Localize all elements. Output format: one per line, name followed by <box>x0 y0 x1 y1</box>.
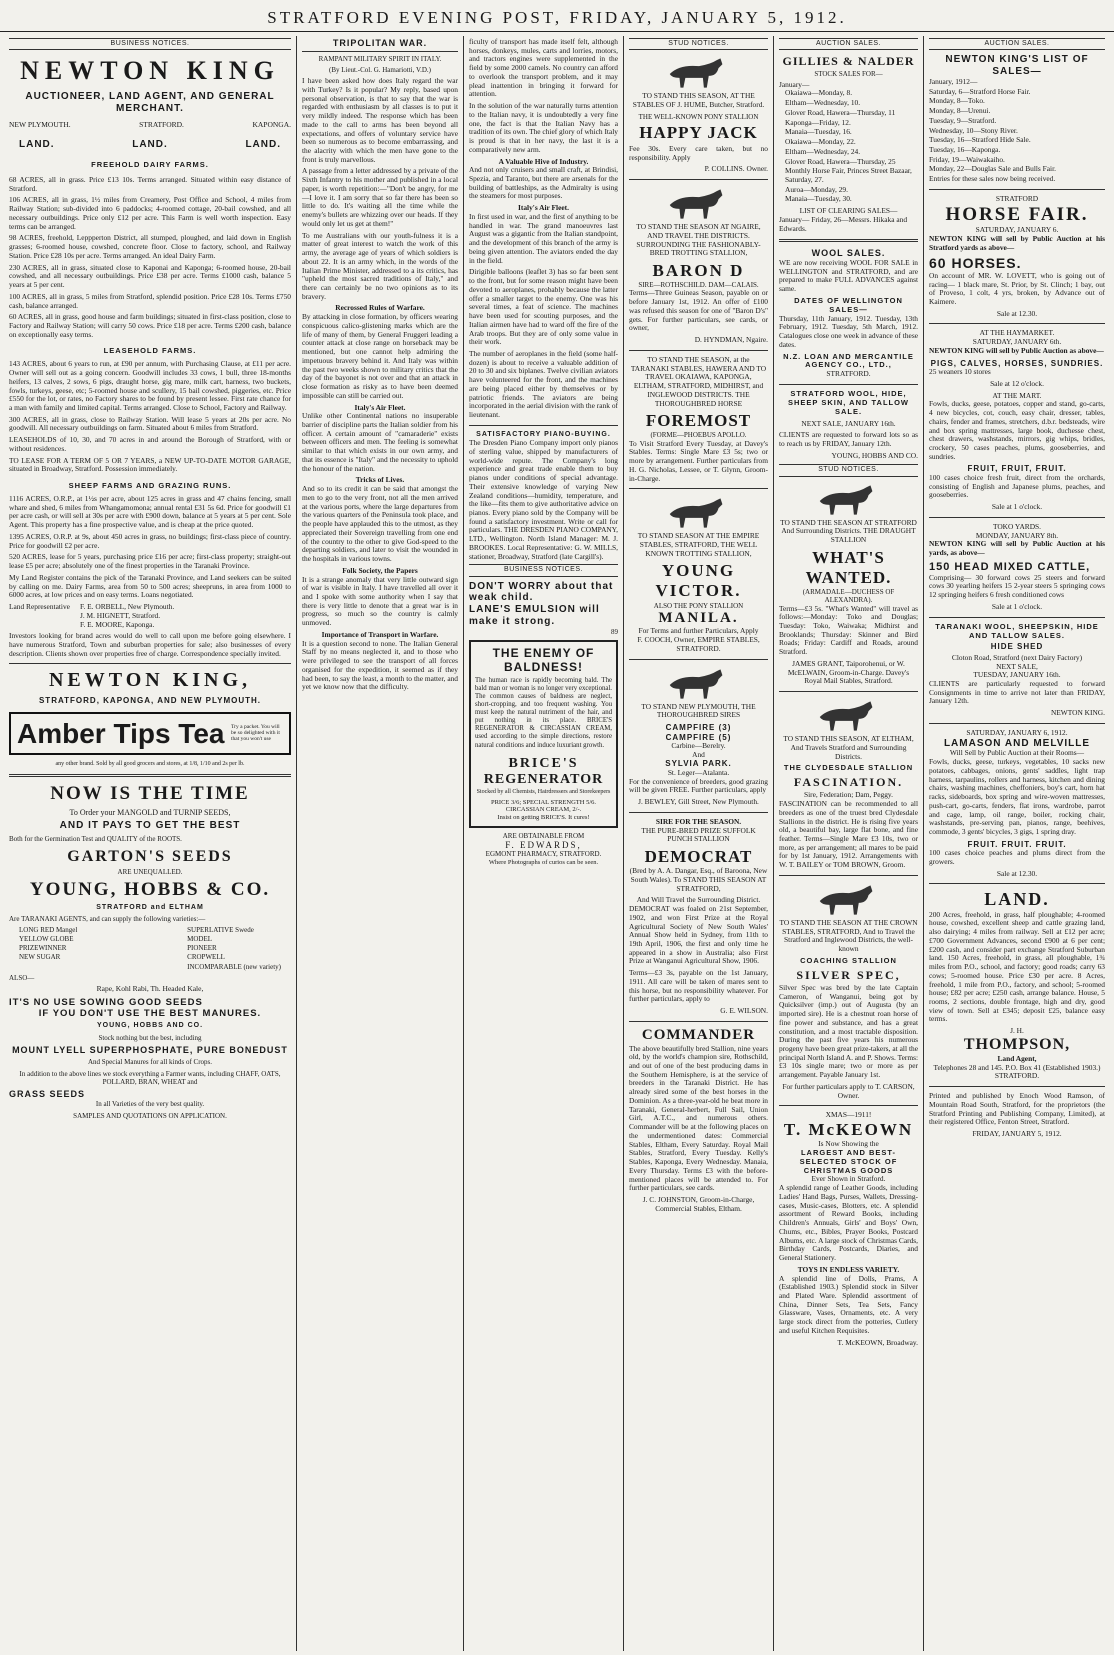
column-tripolitan-war <box>297 36 464 1651</box>
fascination: FASCINATION. <box>793 775 904 790</box>
now-sub: To Order your MANGOLD and TURNIP SEEDS, <box>69 808 231 818</box>
weaners: 25 weaners 10 stores <box>929 367 991 377</box>
sale-time: Sale at 1 o'clock. <box>991 502 1043 512</box>
lm-body: Fowls, ducks, geese, turkeys, vegetables, 10 sacks new potatoes, cabbages, onions, gents' saddles, light trap harness, tarpaulins, rollers and harness, kitchen and dining chairs, washing machines, cheffoniers, boy's cart, horn hat racks, sideboards, box spring and wire-woven mattresses, push-cart, go-carts, fenders, flat irons, wardrobe, parrot and cage, lamp, oil range, boiler, rocking chair, washstands, pre-serving pan, pianos, range, beehives, commode, 3 gents' bicycles, 3 gigs, 1 spring dray. <box>929 757 1105 837</box>
next-sale: NEXT SALE, JANUARY 16th. <box>801 418 896 428</box>
fa-intro: TO STAND THIS SEASON, AT ELTHAM, And Travels Stratford and Surrounding Districts. <box>783 734 914 761</box>
phones: Telephones 28 and 145. P.O. Box 41 (Established 1903.) <box>933 1062 1101 1072</box>
fruit: FRUIT, FRUIT, FRUIT. <box>967 464 1067 474</box>
paragraph: In the solution of the war naturally turns attention to the Italian navy, it is undoubtedly a very fine one, the fact is that the Italian Navy has a tradition of its own. The chief glory of which Italy is proud is that in her navy, the last it is a comparatively new arm. <box>469 101 618 154</box>
fruit-body: 100 cases choice fresh fruit, direct from the orchards, consisting of English and Japanese plums, peaches, and gooseberries. <box>929 472 1105 500</box>
paragraph: Unlike other Continental nations no insuperable barrier of discipline parts the Italian soldier from his officer. A certain amount of "camaraderie" exists between officers and men. The feeling is somewhat similar to that which exists in our own army, and that its essence is "Italy" and the necessity to uphold the honour of the nation. <box>302 411 458 473</box>
no-use-2: IF YOU DON'T USE THE BEST MANURES. <box>38 1008 262 1020</box>
sale-item: Monday, 8—Urenui. <box>929 106 991 116</box>
gartons-seeds: GARTON'S SEEDS <box>67 847 233 865</box>
footer-date: FRIDAY, JANUARY 5, 1912. <box>972 1128 1062 1138</box>
sale-time: Sale at 12 o'clock. <box>990 378 1044 388</box>
column-stud-notices <box>624 36 774 1651</box>
lm-date: SATURDAY, JANUARY 6, 1912. <box>966 727 1068 737</box>
dm-body: DEMOCRAT was foaled on 21st September, 1902, and won First Prize at the Royal Agricultural Society of New South Wales' Annual Show held in Sydney, from 11th to 19th April, 1906, the first and only time he appeared in a show in Australia; also First Prize at Wanganui Agricultural Show, 1906. <box>629 904 768 966</box>
bd-owner: D. HYNDMAN, Ngaire. <box>694 335 768 345</box>
manila: MANILA. <box>658 609 739 626</box>
nzl-town: STRATFORD. <box>826 369 871 379</box>
section-head: BUSINESS NOTICES. <box>9 38 291 50</box>
listing: 230 ACRES, all in grass, situated close to Kaponai and Kaponga; 6-roomed house, 20-bail cowshed, and all necessary outbuildings. Price £38 per acre. Terms £1000 cash, balance 5 years at 5 per cent. <box>9 262 291 290</box>
happy-jack: HAPPY JACK <box>639 122 758 142</box>
xmas: XMAS—1911! <box>825 1110 872 1120</box>
town: KAPONGA. <box>252 119 291 129</box>
horse-illustration <box>660 665 738 701</box>
stratford: STRATFORD. <box>994 1071 1040 1081</box>
section-head: AUCTION SALES. <box>929 38 1105 50</box>
gn-jan: January— <box>779 79 810 89</box>
hide-shed: HIDE SHED <box>990 642 1044 652</box>
dates-body: Thursday, 11th January, 1912. Tuesday, 13th February, 1912. Tuesday, 5th March, 1912. Catalogues close one week in advance of these dates. <box>779 313 918 349</box>
land-word: LAND. <box>19 139 55 151</box>
gn-sub: STOCK SALES FOR— <box>814 70 883 79</box>
lamason-melville: LAMASON AND MELVILLE <box>943 737 1091 749</box>
wool-head: WOOL SALES. <box>811 248 886 259</box>
subhead: A Valuable Hive of Industry. <box>498 156 589 166</box>
variety: MODEL <box>187 934 213 943</box>
dm-travel: And Will Travel the Surrounding District. <box>636 895 761 905</box>
paragraph: By attacking in close formation, by officers wearing conspicuous calico-glistening marks which are the life of many of them, by General Fruggeri leading a counter attack at close range on horseback may be mentioned, but one cannot help admiring the impetuous bravery behind it. And Italy was within the past two weeks shown to military critics that the day of the bayonet is not over and that an attack in close formation as risky as to have been deemed impossible can still be carried out. <box>302 312 458 400</box>
swh: STRATFORD WOOL, HIDE, SHEEP SKIN, AND TALLOW SALE. <box>787 389 910 416</box>
nzl: N.Z. LOAN AND MERCANTILE AGENCY CO., LTD., <box>783 351 914 370</box>
foremost: FOREMOST <box>645 411 752 431</box>
listing: 143 ACRES, about 6 years to run, at £90 per annum, with Purchasing Clause, at £11 per acre. Owner will sell out as a going concern. Goodwill includes 33 cows, 1 bull, three 18-months heifers, 13 calves, 2 sows, 6 pigs, draught horse, gig mare, milk cart, harness, two buckets, fowls, turkeys, geese, etc; 5-roomed house and scullery, 15 bail cowshed, piggeries, etc. Price £550 for the lot, or rates, no Factory shares to be found by present lessee. First rate chance for a man with family and limited capital. Terms arranged. Close to School, Factory and Railway. <box>9 359 291 412</box>
ww-owner: JAMES GRANT, Taiporohenui, or W. McELWAIN, Groom-in-Charge. Davey's Royal Mail Stables, Stratford. <box>787 658 910 686</box>
byline: (By Lieut.-Col. G. Hamariotti, V.D.) <box>328 65 431 74</box>
column-auction-sales-2 <box>924 36 1110 1651</box>
amber-title: Amber Tips Tea <box>17 717 225 749</box>
toko-sell: NEWTON KING will sell by Public Auction at his yards, as above— <box>929 539 1105 558</box>
silver-spec: SILVER SPEC, <box>796 967 901 982</box>
fm-terms: To Visit Stratford Every Tuesday, at Davey's Stables. Terms: Single Mare £3 5s; two or more by arrangement. Further particulars from H. G. Nicholas, Lessee, or T. Glynn, Groom-in-Charge. <box>629 438 768 483</box>
fa-body: FASCINATION can be recommended to all breeders as one of the truest bred Clydesdale Stallions in the district. He is rising five years old, a beautiful bay, large flat bone, and fine feather. Terms—Single Mare £3 10s, two or more, as per arrangement; all mares to be paid for by 1st January, 1912. Arrangements with W. T. BAILEY or TOM BROWN, Groom. <box>779 799 918 870</box>
town: NEW PLYMOUTH. <box>9 119 71 129</box>
land-body: 200 Acres, freehold, in grass, half ploughable; 4-roomed house, cowshed, excellent sheep and cattle grazing land, also dairying; 4 miles from railway. Sell at £12 per acre; £700 Government Advances, second £900 at 6 per cent; £200 cash, and consider part exchange Stratford Suburban land. 150 Acres, freehold, in grass, all ploughable, 1¾ miles from P.O., school, and factory; good roads; carry 63 cows; 5-roomed house. Price £30 per acre. 8 Acres, freehold, 1 mile from P.O., factory, and school; 5-roomed house; £82 per acre; £250 cash, arrange balance. House, 5 rooms, 2 sections, double frontage, high and dry, good view of town. Sell at £345; deposit £25, balance easy terms. <box>929 909 1105 1024</box>
sale-time: Sale at 12.30. <box>996 868 1038 878</box>
clients-sig: YOUNG, HOBBS AND CO. <box>831 450 918 460</box>
dm-sub: (Bred by A. A. Dangar, Esq., of Baroona, New South Wales). To STAND THIS SEASON AT STRATFORD, <box>629 866 768 893</box>
cs-and: And <box>692 749 705 759</box>
listing: 98 ACRES, freehold, Leppperton District, all stumped, ploughed, and laid down in English grasses; 6-roomed house, cowshed, concrete floor. Close to factory, school, and Railway Station. Price £28 10s per acre. Terms arranged. An ideal Dairy Farm. <box>9 233 291 260</box>
towns-row <box>9 121 291 130</box>
brices: BRICE'S <box>508 755 579 771</box>
campfire: CAMPFIRE (3) <box>665 723 732 733</box>
sixty-body: On account of MR. W. LOVETT, who is going out of racing— 1 black mare, St. Prior, by St. Clinch; 1 bay, out of Proveso, 1 colt, 4 yrs, broken, by Advance out of Kaimere. <box>929 270 1105 306</box>
piano-head: SATISFACTORY PIANO-BUYING. <box>476 430 611 438</box>
campfire: CAMPFIRE (5) <box>665 732 732 742</box>
whats-wanted: WHAT'S WANTED. <box>805 547 892 587</box>
column-business-notices <box>4 36 297 1651</box>
cs-carbine: Carbine—Berelry. <box>671 741 726 751</box>
paragraph: And so to its credit it can be said that amongst the men to go to the very front, not all the men arrived at the various ports, where the large departures from the various quarters of the Peninsula took place, and the people have applauded this to the utmost, as they appreciated their Sovereign travelling from one end of the country to the other to give God-speed to the departing soldiers, and later to visit the wounded in the hospitals in various towns. <box>302 484 458 564</box>
circassian: CIRCASSIAN CREAM, 2/-. <box>505 806 582 814</box>
sp-intro: TO STAND THE SEASON AT THE CROWN STABLES, STRATFORD, And to Travel the Stratford and Inglewood Districts, the well-known <box>779 917 918 954</box>
listing: 1116 ACRES, O.R.P., at 1½s per acre, about 125 acres in grass and 47 chains fencing, small whare and shed, 6 miles from Whangamomona; annual rental £31 5s 6d. Price for goodwill £1 per acre cash, or will sell at 30s per acre with £900 down, balance at 5 years at 5 per cent. Sole Agent. This property has a fine prospective value, and is cheap at the price quoted. <box>9 493 291 530</box>
young-hobbs-title: YOUNG, HOBBS & CO. <box>29 878 271 900</box>
ww-ped: (ARMADALE—DUCHESS OF ALEXANDRA). <box>802 588 895 605</box>
mckeown: T. McKEOWN <box>783 1120 914 1140</box>
paragraph: A passage from a letter addressed by a private of the Sixth Infantry to his mother and published in a local paper, is worth repetition:—"Don't be angry, for me—I love it. I am sorry that so far there has been so little to do. It's waiting all the time while the enemy's bullets are whizzing over our heads. If they would only let us get at them!" <box>302 166 458 228</box>
mk-body: A splendid range of Leather Goods, including Ladies' Hand Bags, Purses, Wallets, Dressing-cases, Music-cases, Blotters, etc. A splendid assortment of Reward Books, including Children's Annuals, Girls' and Boys' Own, Chums, etc., Bibles, Prayer Books, Postcard Albums, etc. A large stock of Christmas Cards, Birthday Cards, Postcards, Diaries, and General Stationery. <box>779 1183 918 1263</box>
land-agent: Land Agent, <box>997 1053 1037 1063</box>
edwards: F. EDWARDS, <box>505 839 582 850</box>
now-both: Both for the Germination Test and QUALITY of the ROOTS. <box>9 835 182 844</box>
subhead: Tricks of Lives. <box>355 475 405 485</box>
variety: INCOMPARABLE (new variety) <box>187 962 281 971</box>
hay-sell: NEWTON KING will sell by Public Auction as above— <box>929 345 1104 355</box>
agents-note: Are TARANAKI AGENTS, and can supply the following varieties:— <box>9 915 206 924</box>
listing: 68 ACRES, all in grass. Price £13 10s. Terms arranged. Situated within easy distance of Stratford. <box>9 175 291 193</box>
young: YOUNG <box>661 561 736 581</box>
paragraph: It is a strange anomaly that very little outward sign of war is visible in Italy. I have travelled all over it and I spoke with some authority when I say that there is very little to denote that a great war is in progress, so much so the country is calmly unmoved. <box>302 574 458 628</box>
subhead: Importance of Transport in Warfare. <box>321 629 439 639</box>
sale-item: Tuesday, 9—Stratford. <box>929 115 997 125</box>
hj-terms: Fee 30s. Every care taken, but no responsibility. Apply <box>629 144 768 162</box>
fruit-2: FRUIT. FRUIT. FRUIT. <box>967 839 1067 849</box>
dates-head: DATES OF WELLINGTON SALES— <box>794 295 903 314</box>
article-subtitle: RAMPANT MILITARY SPIRIT IN ITALY. <box>318 54 442 63</box>
yhc-sub: STRATFORD and ELTHAM <box>96 904 204 912</box>
variety: CROPWELL <box>187 953 225 962</box>
sixty-horses: 60 HORSES. <box>929 255 1022 272</box>
gillies-nalder: GILLIES & NALDER <box>782 54 915 69</box>
addition: In addition to the above lines we stock everything a Farmer wants, including CHAFF, OATS, POLLARD, BRAN, WHEAT and <box>19 1069 281 1086</box>
pigs: PIGS, CALVES, HORSES, SUNDRIES. <box>930 358 1104 368</box>
amber-foot: any other brand. Sold by all good grocers and stores, at 1/8, 1/10 and 2s per lb. <box>55 760 245 767</box>
lanes-emulsion: LANE'S EMULSION will make it strong. <box>469 604 600 628</box>
listing: TO LEASE FOR A TERM OF 5 OR 7 YEARS, a NEW UP-TO-DATE MOTOR GARAGE, situated in Broadway, Stratford. Possession immediately. <box>9 455 291 474</box>
sylvia-park: SYLVIA PARK. <box>665 759 732 769</box>
reps-label: Land Representative <box>9 602 70 612</box>
sale-item: Friday, 19—Waiwakaiho. <box>929 154 1005 164</box>
sheep-head: SHEEP FARMS AND GRAZING RUNS. <box>68 481 232 491</box>
cattle: Comprising— 30 forward cows 25 steers and forward cows 30 yearling heifers 15 2-year steers 5 springing cows 12 springing heifers 6 fresh conditioned cows <box>929 572 1105 600</box>
clients: CLIENTS are particularly requested to forward Consignments in time to arrive not later than FRIDAY, January 12th. <box>929 678 1105 706</box>
paragraph: ficulty of transport has made itself felt, although horses, donkeys, mules, carts and lorries, motors, and tractors engines were supplemented in the field by some 2000 camels. No country can afford to overlook the transport problem, and it may plead inattention in bringing it forward for attention. <box>469 37 618 99</box>
nk-list-head: NEWTON KING'S LIST OF SALES— <box>945 54 1089 78</box>
baldness-ad <box>469 640 618 828</box>
dm-owner: G. E. WILSON. <box>720 1006 768 1016</box>
mk-ever: Ever Shown in Stratford. <box>811 1174 886 1184</box>
no-use: IT'S NO USE SOWING GOOD SEEDS <box>9 996 203 1008</box>
egmont: EGMONT PHARMACY, STRATFORD. <box>485 850 602 859</box>
also: ALSO— <box>9 973 35 982</box>
sale-item: Manaia—Tuesday, 30. <box>785 194 852 204</box>
mk-showing: Is Now Showing the <box>818 1139 879 1149</box>
sale-item: Eltham—Wednesday, 24. <box>785 146 861 156</box>
sale-item: January, 1912— <box>929 76 978 86</box>
horse-illustration <box>810 481 888 517</box>
variety: PIONEER <box>187 944 217 953</box>
paragraph: In first used in war, and the first of anything to be handled in war. The grand manoeuvres last August was a gigantic from the Italian standpoint, and the development of this branch of the army is being given attention. The aviators ended the day in the field. <box>469 211 618 265</box>
hj-owner: P. COLLINS. Owner. <box>704 164 768 174</box>
enemy-head: THE ENEMY OF BALDNESS! <box>492 646 595 675</box>
horse-illustration <box>810 881 888 917</box>
sale-item: Okaiawa—Monday, 22. <box>785 137 856 147</box>
ww-intro: TO STAND THE SEASON AT STRATFORD And Surrounding Districts. THE DRAUGHT STALLION <box>780 517 917 545</box>
fruit2-body: 100 cases choice peaches and plums direct from the growers. <box>929 848 1105 866</box>
masthead: STRATFORD EVENING POST, FRIDAY, JANUARY 5, 1912. <box>0 4 1114 32</box>
sp-head: COACHING STALLION <box>800 955 897 965</box>
now-is-the-time: NOW IS THE TIME <box>50 782 250 804</box>
sale-item: Wednesday, 10—Stony River. <box>929 125 1018 135</box>
listing: 100 ACRES, all in grass, 5 miles from Stratford, splendid position. Price £28 10s. Terms £750 cash, balance arranged. <box>9 291 291 310</box>
gn-clearing: LIST OF CLEARING SALES— <box>799 206 898 216</box>
land-word: LAND. <box>245 139 281 151</box>
subhead: Folk Society, the Papers <box>342 565 418 575</box>
ww-terms: Terms—£3 5s. "What's Wanted" will travel as follows:—Monday: Toko and Douglas; Tuesday: Toko, Waiwaka; Midhirst and Brooklands; Thursday: Skinner and Bird Roads; Friday: Cardiff and Roads, around Stratford. <box>779 603 918 657</box>
listing: My Land Register contains the pick of the Taranaki Province, and Land seekers can be suited by calling on me. Dairy Farms, area from 50 to 500 acres; sheepruns, in area from 1000 to 6000 acres, at low prices and on easy terms. Loans negotiated. <box>9 572 291 600</box>
stocked: Stocked by all Chemists, Hairdressers and Storekeepers <box>476 788 611 795</box>
sale-item: Glover Road, Hawera—Thursday, 11 <box>785 107 896 117</box>
cs-owner: J. BEWLEY, Gill Street, New Plymouth. <box>638 797 759 807</box>
investors-note: Investors looking for brand acres would do well to call upon me before going elsewhere. I have numerous Stratford, Town and suburban properties for sale; also businesses of every description. Clients shown over properties free of charge. Correspondence specially invited. <box>9 631 291 658</box>
hf-date: SATURDAY, JANUARY 6. <box>975 225 1059 235</box>
cm-body: The above beautifully bred Stallion, nine years old, by the world's champion sire, Rothschild, and out of one of the best producing dams in the Southern Hemisphere, is at the service of breeders in the Taranaki District. He has already sired some of the best horses in the Dominion. As a three-year-old he beat more in Taranaki, General-herbert, Full Sail, Union Girl, A.T.C., and numerous others. Commander will be at the following places on the undermentioned dates: Commercial Stables, Eltham, Every Saturday. Royal Mail Stables, Stratford, Every Tuesday. Kelly's Stables, Kaponga, Every Wednesday. Manaia, Every Thursday. Terms £3 with the before-mentioned places will be attended to. For further particulars, see cards. <box>629 1043 768 1193</box>
sale-time: Sale at 1 o'clock. <box>991 601 1043 611</box>
democrat: DEMOCRAT <box>644 847 753 867</box>
sale-list <box>785 89 918 204</box>
obtainable: ARE OBTAINABLE FROM <box>502 831 585 840</box>
bd-terms: Terms—Three Guineas Season, payable on or before January 1st, 1912. An offer of £100 was refused this season for one of "Baron D's" gets. For further particulars, see cards, or owner, <box>629 288 768 333</box>
sale-item: Glover Road, Hawera—Thursday, 25 <box>785 156 896 166</box>
newspaper-page <box>4 36 1110 1651</box>
wool-body: WE are now receiving WOOL FOR SALE in WELLINGTON and STRATFORD, and are prepared to make FULL ADVANCES against same. <box>779 258 918 294</box>
fm-ped: (FORME—PHOEBUS APOLLO. <box>650 431 747 440</box>
yv-intro: TO STAND SEASON AT THE EMPIRE STABLES, STRATFORD, THE WELL KNOWN TROTTING STALLION, <box>637 531 760 558</box>
fm-intro: TO STAND THE SEASON, at the TARANAKI STABLES, HAWERA AND TO TRAVEL OKAIAWA, KAPONGA, ELTHAM, STRATFORD, MIDHIRST, and INGLEWOOD DISTRICTS. THE THOROUGHBRED HORSE <box>630 354 767 408</box>
sale-item: Monday, 22—Douglas Sale and Bulls Fair. <box>929 164 1057 174</box>
listing: 60 ACRES, all in grass, good house and farm buildings; situated in first-class position, close to Factory and Railway Station; will carry 50 cows. Price £18 per acre. Terms £200 cash, balance on exceptionally easy terms. <box>9 312 291 339</box>
cs-intro: TO STAND NEW PLYMOUTH, THE THOROUGHBRED SIRES <box>641 701 756 720</box>
horse-illustration <box>810 697 888 733</box>
variety: PRIZEWINNER <box>19 944 67 953</box>
victor: VICTOR. <box>655 581 742 601</box>
sale-list <box>929 78 1105 174</box>
yv-also: ALSO THE PONY STALLION <box>653 601 744 610</box>
section-head: STUD NOTICES. <box>779 464 918 476</box>
variety: SUPERLATIVE Swede <box>187 925 254 934</box>
listing: LEASEHOLDS of 10, 30, and 70 acres in and around the Borough of Stratford, with or without residences. <box>9 435 291 453</box>
cs-stleger: St. Leger—Atalanta. <box>667 767 730 777</box>
jh: J. H. <box>1010 1026 1024 1036</box>
subhead: Italy's Air Fleet. <box>518 203 569 213</box>
bd-pedigree: SIRE—ROTHSCHILD. DAM—CALAIS. <box>638 281 759 290</box>
sale-item: Monthly Horse Fair, Princes Street Bazaar, Saturday, 27. <box>785 166 912 184</box>
rep: F. E. ORBELL, New Plymouth. <box>79 602 175 612</box>
column-war-continued <box>464 36 624 1651</box>
representatives <box>9 603 291 629</box>
lm-sub: Will Sell by Public Auction at their Rooms— <box>949 748 1085 758</box>
one-fifty: 150 HEAD MIXED CATTLE, <box>929 560 1091 573</box>
hj-sub: THE WELL-KNOWN PONY STALLION <box>638 112 759 121</box>
sale-item: Okaiawa—Monday, 8. <box>785 88 853 98</box>
ad-number: 89 <box>611 627 618 636</box>
footer-note: Where Photographs of curios can be seen. <box>488 858 599 866</box>
paragraph: I have been asked how does Italy regard the war with Turkey? Is it popular? My reply, based upon personal observation, is that to say that the war is regarded with enthusiasm by all classes is to put it very mildly indeed. The response which has been made to the call to arms has been beyond all expectations, and offers of voluntary service have been so numerous as to become embarrassing, and the alacrity with which the men have gone to the front is truly marvellous. <box>302 76 458 164</box>
next-sale: NEXT SALE, <box>996 661 1038 671</box>
stock-best: Stock nothing but the best, including <box>98 1033 202 1042</box>
sale-item: Monday, 8—Toko. <box>929 96 985 106</box>
varieties <box>19 926 291 972</box>
sp-owner: For further particulars apply to T. CARSON, Owner. <box>782 1081 915 1100</box>
amber-side: Try a packet. You will be so delighted with it that you won't use <box>231 723 280 743</box>
hf-town: STRATFORD <box>995 193 1039 203</box>
paragraph: The number of aeroplanes in the field (some half-dozen) is about to receive a valuable addition of 20 to 30 and six biplanes. Twelve civilian aviators have volunteered for the front, and the machines are being placed either by themselves or by patriotic friends. The aviators are being incorporated in the aerial division with the rank of lieutenant. <box>469 348 618 420</box>
clients: CLIENTS are requested to forward lots so as to reach us by FRIDAY, January 12th. <box>779 430 918 448</box>
enemy-body: The human race is rapidly becoming bald. The bald man or woman is no longer very exceptional. The common causes of baldness are neglect, short-cropping, and too frequent washing. You must keep the natural nutriment of the hair, and put nothing in its place. BRICE'S REGENERATOR & CIRCASSIAN CREAM, used according to the simple directions, restore natural conditions and induce luxuriant growth. <box>475 677 612 749</box>
subhead: Recrossed Rules of Warfare. <box>335 303 425 313</box>
newton-king-footer-sub: STRATFORD, KAPONGA, AND NEW PLYMOUTH. <box>38 696 262 706</box>
article-title: TRIPOLITAN WAR. <box>302 38 458 52</box>
section-head: STUD NOTICES. <box>629 38 768 50</box>
sale-item: Eltham—Wednesday, 10. <box>785 98 861 108</box>
newton-king-subtitle: AUCTIONEER, LAND AGENT, AND GENERAL MERCHANT. <box>25 90 275 114</box>
sale-item: Tuesday, 16—Kaponga. <box>929 144 1001 154</box>
regenerator: REGENERATOR <box>483 772 604 788</box>
commander: COMMANDER <box>641 1026 756 1043</box>
dm-head: SIRE FOR THE SEASON. <box>655 816 742 826</box>
subhead: Italy's Air Fleet. <box>354 402 406 412</box>
baron-d: BARON D <box>652 261 745 281</box>
sale-item: Saturday, 6—Stratford Horse Fair. <box>929 86 1031 96</box>
land-word: LAND. <box>132 139 168 151</box>
mk-body-2: A splendid line of Dolls, Prams, A (Established 1903.) Splendid stock in Silver and Plated Ware. Splendid assortment of China, Dinner Sets, Tea Sets, Fancy Glassware, Vases, Ornaments, etc. A very large stock direct from the potteries, Cutlery and useful Kitchen Requisites. <box>779 1273 918 1335</box>
mart-body: Fowls, ducks, geese, potatoes, copper and stand, go-carts, 4 new bicycles, cot, couch, easy chair, dresser, tables, chairs, fender and frames, stretchers, d.b.r. bedsteads, wire and box spring mattresses, large book, duchesse chest, chest drawers, washstands, mirrors, gig whips, bridles, crockery, 50 cases peaches, plums, gooseberries, and sundries. <box>929 399 1105 461</box>
samples: SAMPLES AND QUOTATIONS ON APPLICATION. <box>73 1112 227 1120</box>
paragraph: Dirigible balloons (leaflet 3) has so far been sent to the front, but for some reason might have been devoted to aeroplanes, probably because the latter offer a smaller target to the enemy. One was his several times, a feat of science. The machines have been used for scouting purposes, and the Italian airmen have had to ward off the fire of the Arab troops. But they are of only some value in their work. <box>469 267 618 347</box>
grass-seeds: GRASS SEEDS <box>9 1089 86 1100</box>
special-manures: And Special Manures for all kinds of Crops. <box>87 1058 213 1067</box>
cs-terms: For the convenience of breeders, good grazing will be given FREE. Further particulars, apply <box>629 776 768 795</box>
dm-terms: Terms—£3 3s, payable on the 1st January, 1911. All care will be taken of mares sent to this horse, but no responsibility whatever. For further particulars, apply to <box>629 968 768 1004</box>
insist: Insist on getting BRICE'S. It cures! <box>497 813 590 821</box>
toko-date: MONDAY, JANUARY 8th. <box>975 530 1059 540</box>
thompson: THOMPSON, <box>963 1035 1071 1053</box>
paragraph: To me Australians with our youth-fulness it is a matter of great interest to watch the work of this army, the average age of years of which soldiers is about 22. It is an army which, in the words of the Italian Prime Minister, addressed to a its critics, has "upheld the most sacred traditions of Italy," and there can certainly be no two opinions as to its bravery. <box>302 230 458 301</box>
cm-owner: J. C. JOHNSTON, Groom-in-Charge, Commercial Stables, Eltham. <box>642 1195 755 1213</box>
tws: TARANAKI WOOL, SHEEPSKIN, HIDE AND TALLOW SALES. <box>935 621 1099 640</box>
hay-date: SATURDAY, JANUARY 6th. <box>972 337 1062 347</box>
land-head: LAND. <box>984 889 1050 910</box>
sale-item: Kaponga—Friday, 12. <box>785 117 851 127</box>
fa-head: THE CLYDESDALE STALLION <box>783 763 914 773</box>
dont-worry: DON'T WORRY about that weak child. <box>469 580 614 604</box>
nk-sell: NEWTON KING will sell by Public Auction at his Stratford yards as above— <box>929 233 1105 252</box>
amber-tips-ad <box>9 712 291 755</box>
section-head: AUCTION SALES. <box>779 38 918 50</box>
now-pays: AND IT PAYS TO GET THE BEST <box>59 820 241 832</box>
fa-ped: Sire, Federation; Dam, Peggy. <box>803 790 893 800</box>
horse-fair: HORSE FAIR. <box>945 203 1089 225</box>
entries: Entries for these sales now being received. <box>929 174 1056 184</box>
mk-toys: TOYS IN ENDLESS VARIETY. <box>797 1264 900 1274</box>
next-date: TUESDAY, JANUARY 16th. <box>973 670 1061 680</box>
yv-owner: F. COOCH, Owner, EMPIRE STABLES, STRATFORD. <box>637 635 760 653</box>
grass-sub: In all Varieties of the very best quality. <box>95 1099 205 1108</box>
variety: YELLOW GLOBE <box>19 934 74 943</box>
mk-sig: T. McKEOWN, Broadway. <box>837 1337 918 1347</box>
haymarket: AT THE HAYMARKET. <box>979 328 1055 338</box>
town: STRATFORD. <box>139 119 184 129</box>
newton-king-footer: NEWTON KING, <box>48 669 252 692</box>
listing: 300 ACRES, all in grass, close to Railway Station. Will lease 5 years at 20s per acre. No goodwill. All necessary outbuildings on farm. Situated about 6 miles from Stratford. <box>9 414 291 433</box>
rep: F. E. MOORE, Kaponga. <box>79 619 155 629</box>
toko: TOKO YARDS. <box>992 521 1042 531</box>
yv-terms: For Terms and further Particulars, Apply <box>638 626 759 636</box>
sale-time: Sale at 12.30. <box>996 308 1038 318</box>
newton-king-title: NEWTON KING <box>20 56 280 86</box>
column-auction-sales <box>774 36 924 1651</box>
variety: LONG RED Mangel <box>19 925 78 934</box>
clients-sig: NEWTON KING. <box>1050 708 1105 718</box>
freehold-head: FREEHOLD DAIRY FARMS. <box>91 160 209 170</box>
listing: 1395 ACRES, O.R.P. at 9s, about 450 acres in grass, no buildings; first-class piece of country. Price for goodwill £2 per acre. <box>9 531 291 550</box>
at-mart: AT THE MART. <box>992 390 1042 400</box>
horse-illustration <box>660 54 738 90</box>
hj-intro: TO STAND THIS SEASON, AT THE STABLES OF J. HUME, Butcher, Stratford. <box>632 91 765 109</box>
yhc-3: YOUNG, HOBBS AND CO. <box>96 1022 204 1030</box>
dm-intro: THE PURE-BRED PRIZE SUFFOLK PUNCH STALLION <box>641 825 756 844</box>
sale-item: Auroa—Monday, 29. <box>785 184 848 194</box>
gn-clearing-item: January— Friday, 26—Messrs. Hikaka and Edwards. <box>779 214 908 233</box>
paragraph: And not only cruisers and small craft, at Brindisi, Spezia, and Taranto, but there are arsenals for the building of battleships, as the Admiralty is using the steamers for most purposes. <box>469 165 618 201</box>
sale-item: Tuesday, 16—Stratford Hide Sale. <box>929 135 1031 145</box>
listing: 520 ACRES, lease for 5 years, purchasing price £16 per acre; first-class property; straight-out lease £5 per acre; absolutely one of the finest properties in the Taranaki Province. <box>9 552 291 571</box>
unequalled: ARE UNEQUALLED. <box>117 868 183 877</box>
price: PRICE 3/6; SPECIAL STRENGTH 5/6. <box>490 798 597 806</box>
rape: Rape, Kohl Rabi, Th. Headed Kale, <box>96 984 204 994</box>
sale-item: Manaia—Tuesday, 16. <box>785 127 852 137</box>
bd-intro: TO STAND THE SEASON AT NGAIRE, AND TRAVEL THE DISTRICTS. SURROUNDING THE FASHIONABLY-BRED TROTTING STALLION, <box>636 222 761 258</box>
mk-largest: LARGEST AND BEST-SELECTED STOCK OF CHRISTMAS GOODS <box>799 1147 898 1175</box>
hide-loc: Cloton Road, Stratford (next Dairy Factory) <box>951 652 1083 662</box>
leasehold-head: LEASEHOLD FARMS. <box>103 346 197 356</box>
printed-notice: Printed and published by Enoch Wood Ramson, of Mountain Road South, Stratford, for the proprietors (the Stratford Printing and Publishing Company, Limited), at their registered Office, Fenton Street, Stratford. <box>929 1091 1105 1127</box>
horse-illustration <box>660 494 738 530</box>
listing: 106 ACRES, all in grass, 1½ miles from Creamery, Post Office and School, 4 miles from Railway Station; sub-divided into 6 paddocks; 4-roomed cottage, 20-bail cowshed, and all necessary outbuildings. Price only £12 per acre. This Farm is well worth inspection. Easy terms can be arranged. <box>9 195 291 231</box>
variety: NEW SUGAR <box>19 953 61 962</box>
land-row <box>19 139 281 151</box>
sp-body: Silver Spec was bred by the late Captain Cameron, of Wanganui, being got by Quicksilver (imp.) out of Augusta (by an imported sire). He is a chestnut roan horse of fine power and substance, and has a great constitution, and a most tractable disposition. During the past five years his numerous progeny have been great prize-takers, at all the principal North Island A. and P. Shows. Terms: £3 10s single mare; two or more as per arrangement. Payable January 1st. <box>779 982 918 1080</box>
piano-ad: The Dresden Piano Company import only pianos of sterling value, shipped by manufacturers of world-wide repute. The Company's long experience and great trade enable them to buy pianos under conditions of special advantage. Their extensive knowledge of varying New Zealand conditions—humidity, temperature, and the like—fits them to give authoritative advice on pianos. Every piano sold by the Company will be found a satisfactory investment. Write or call for particulars. THE DRESDEN PIANO COMPANY, LTD., Wellington. North Island Manager: M. J. BROOKES. Local Representative: G. W. MILLS, stationer, Broadway, Stratford (late Cargill's). <box>469 438 618 561</box>
mount-lyell: MOUNT LYELL SUPERPHOSPHATE, PURE BONEDUST <box>12 1044 288 1055</box>
horse-illustration <box>660 185 738 221</box>
section-head: BUSINESS NOTICES. <box>469 564 618 576</box>
paragraph: It is a question second to none. The Italian General Staff by no means neglected it, and to those who were privileged to see the transport of all forces organised for the expedition, it seemed as if they had been, to say the least, a month to the matter, and yet we know now that the difficulty. <box>302 638 458 692</box>
rep: J. M. HIGNETT, Stratford. <box>79 610 161 620</box>
